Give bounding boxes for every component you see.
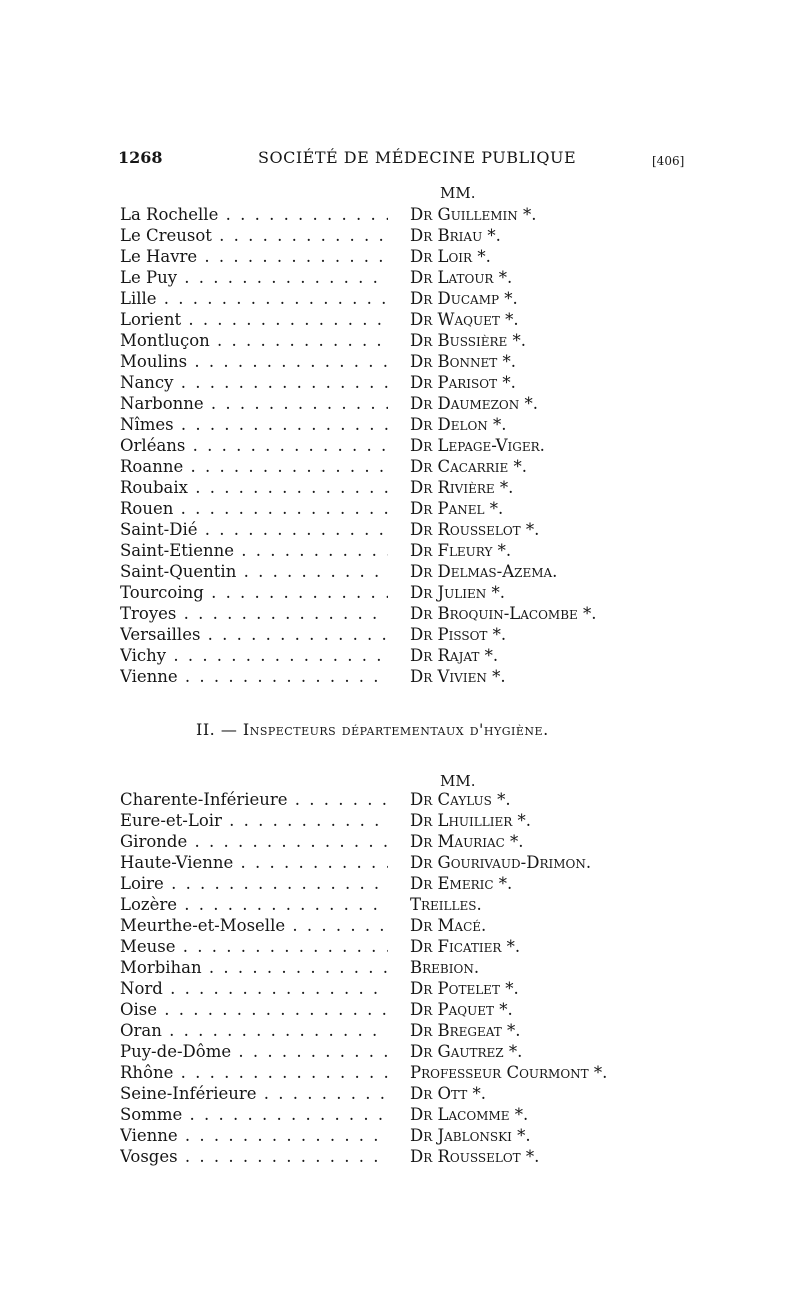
list-row [120, 1083, 680, 1104]
list-row [120, 1062, 680, 1083]
place-name: Gironde . . . [120, 831, 388, 852]
list-row [120, 915, 680, 936]
list-row [120, 957, 680, 978]
person-name: Dr Rousselot *. [410, 1147, 540, 1166]
list-row [120, 351, 680, 372]
person-name: Dr Caylus *. [410, 790, 511, 809]
person-name: Dr Lacomme *. [410, 1105, 529, 1124]
place-name: Vosges . . . [120, 1146, 388, 1167]
person-name: Dr Mauriac *. [410, 832, 524, 851]
place-name: Lille . . . [120, 288, 388, 309]
place-name: Narbonne . . . [120, 393, 388, 414]
place-name: La Rochelle . . . [120, 204, 388, 225]
list-row [120, 456, 680, 477]
place-name: Lozère . . . [120, 894, 388, 915]
list-row [120, 246, 680, 267]
place-name: Saint-Etienne . . . [120, 540, 388, 561]
place-name: Morbihan . . . [120, 957, 388, 978]
list-row [120, 1104, 680, 1125]
person-name: Brebion. [410, 958, 480, 977]
person-name: Dr Rajat *. [410, 646, 499, 665]
person-name: Dr Potelet *. [410, 979, 519, 998]
place-name: Vienne . . . [120, 666, 388, 687]
person-name: Dr Ott *. [410, 1084, 487, 1103]
person-name: Dr Paquet *. [410, 1000, 513, 1019]
person-name: Dr Vivien *. [410, 667, 506, 686]
list-row [120, 393, 680, 414]
place-name: Le Havre . . . [120, 246, 388, 267]
list-row [120, 624, 680, 645]
place-name: Nancy . . . [120, 372, 388, 393]
place-name: Saint-Dié . . . [120, 519, 388, 540]
list-row [120, 789, 680, 810]
person-name: Dr Ficatier *. [410, 937, 521, 956]
list-row [120, 936, 680, 957]
list-row [120, 225, 680, 246]
place-name: Oran . . . [120, 1020, 388, 1041]
list-row [120, 288, 680, 309]
place-name: Moulins . . . [120, 351, 388, 372]
list-row [120, 372, 680, 393]
place-name: Le Puy . . . [120, 267, 388, 288]
place-name: Le Creusot . . . [120, 225, 388, 246]
list-row [120, 873, 680, 894]
list-row [120, 519, 680, 540]
list-row [120, 666, 680, 687]
place-name: Nord . . . [120, 978, 388, 999]
place-name: Rhône . . . [120, 1062, 388, 1083]
person-name: Dr Bonnet *. [410, 352, 516, 371]
place-name: Tourcoing . . . [120, 582, 388, 603]
person-name: Dr Daumezon *. [410, 394, 538, 413]
person-name: Dr Waquet *. [410, 310, 519, 329]
person-name: Dr Guillemin *. [410, 205, 537, 224]
person-name: Dr Briau *. [410, 226, 501, 245]
person-name: Dr Rousselot *. [410, 520, 540, 539]
place-name: Troyes . . . [120, 603, 388, 624]
page-number: 1268 [118, 148, 163, 167]
bracket-page-number: [406] [652, 154, 685, 168]
list-row [120, 1020, 680, 1041]
list-row [120, 603, 680, 624]
person-name: Dr Latour *. [410, 268, 513, 287]
place-name: Loire . . . [120, 873, 388, 894]
list-row [120, 999, 680, 1020]
person-name: Dr Delon *. [410, 415, 507, 434]
place-name: Eure-et-Loir . . . [120, 810, 388, 831]
list-row [120, 852, 680, 873]
person-name: Dr Rivière *. [410, 478, 514, 497]
place-name: Meuse . . . [120, 936, 388, 957]
place-name: Puy-de-Dôme . . . [120, 1041, 388, 1062]
person-name: Treilles. [410, 895, 482, 914]
person-name: Dr Gourivaud-Drimon. [410, 853, 592, 872]
list-row [120, 1146, 680, 1167]
list-row [120, 645, 680, 666]
person-name: Dr Lepage-Viger. [410, 436, 545, 455]
person-name: Dr Broquin-Lacombe *. [410, 604, 597, 623]
list-row [120, 978, 680, 999]
list-row [120, 309, 680, 330]
person-name: Dr Lhuillier *. [410, 811, 531, 830]
person-name: Dr Fleury *. [410, 541, 512, 560]
place-name: Vienne . . . [120, 1125, 388, 1146]
place-name: Saint-Quentin . . . [120, 561, 388, 582]
list-row [120, 477, 680, 498]
place-name: Montluçon . . . [120, 330, 388, 351]
list-row [120, 810, 680, 831]
place-name: Somme . . . [120, 1104, 388, 1125]
place-name: Oise . . . [120, 999, 388, 1020]
list-row [120, 831, 680, 852]
person-name: Dr Bussière *. [410, 331, 527, 350]
person-name: Dr Delmas-Azema. [410, 562, 558, 581]
place-name: Roubaix . . . [120, 477, 388, 498]
person-name: Dr Cacarrie *. [410, 457, 527, 476]
place-name: Roanne . . . [120, 456, 388, 477]
list-row [120, 267, 680, 288]
person-name: Dr Emeric *. [410, 874, 513, 893]
list-row [120, 435, 680, 456]
place-name: Haute-Vienne . . . [120, 852, 388, 873]
person-name: Dr Bregeat *. [410, 1021, 521, 1040]
list-row [120, 330, 680, 351]
running-title: SOCIÉTÉ DE MÉDECINE PUBLIQUE [258, 148, 577, 167]
person-name: Dr Ducamp *. [410, 289, 518, 308]
person-name: Dr Parisot *. [410, 373, 516, 392]
list-row [120, 414, 680, 435]
list-row [120, 204, 680, 225]
running-header [0, 148, 800, 172]
list-row [120, 1125, 680, 1146]
person-name: Dr Loir *. [410, 247, 491, 266]
person-name: Dr Macé. [410, 916, 487, 935]
mm-label: MM. [440, 772, 476, 790]
place-name: Nîmes . . . [120, 414, 388, 435]
place-name: Versailles . . . [120, 624, 388, 645]
list-row [120, 894, 680, 915]
place-name: Seine-Inférieure . . . [120, 1083, 388, 1104]
list-row [120, 498, 680, 519]
place-name: Charente-Inférieure . . . [120, 789, 388, 810]
list-row [120, 1041, 680, 1062]
person-name: Dr Panel *. [410, 499, 504, 518]
place-name: Rouen . . . [120, 498, 388, 519]
place-name: Orléans . . . [120, 435, 388, 456]
place-name: Meurthe-et-Moselle . . . [120, 915, 388, 936]
person-name: Dr Gautrez *. [410, 1042, 523, 1061]
place-name: Vichy . . . [120, 645, 388, 666]
place-name: Lorient . . . [120, 309, 388, 330]
person-name: Dr Pissot *. [410, 625, 507, 644]
person-name: Professeur Courmont *. [410, 1063, 608, 1082]
person-name: Dr Jablonski *. [410, 1126, 531, 1145]
list-row [120, 582, 680, 603]
city-delegates-list [120, 204, 680, 687]
section-title: II. — Inspecteurs départementaux d'hygiène. [196, 720, 549, 739]
list-row [120, 561, 680, 582]
list-row [120, 540, 680, 561]
person-name: Dr Julien *. [410, 583, 505, 602]
departmental-inspectors-list [120, 789, 680, 1167]
mm-label: MM. [440, 184, 476, 202]
